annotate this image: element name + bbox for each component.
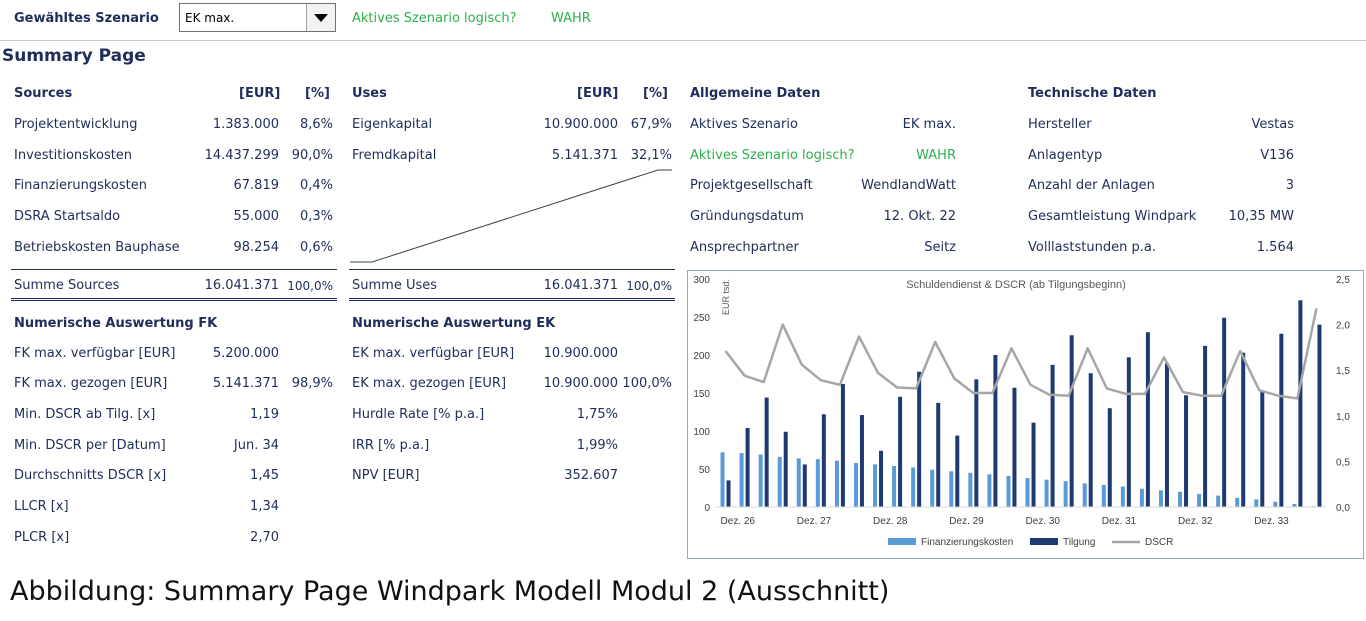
y-tick-label: 200 [693, 351, 710, 362]
bar-finanzierungskosten [968, 473, 972, 507]
bar-tilgung [1051, 365, 1055, 507]
bar-tilgung [860, 415, 864, 507]
uses-row-eur: 5.141.371 [551, 148, 618, 163]
bar-tilgung [1203, 346, 1207, 507]
bar-tilgung [917, 372, 921, 507]
bar-tilgung [727, 480, 731, 507]
bar-finanzierungskosten [987, 474, 991, 507]
technisch-row-label: Anlagentyp [1028, 148, 1103, 163]
technisch-row-value: 10,35 MW [1228, 209, 1294, 224]
logic-value: WAHR [551, 11, 591, 26]
x-tick-label: Dez. 29 [949, 516, 984, 527]
sources-row-label: Betriebskosten Bauphase [14, 240, 180, 255]
allgemein-title: Allgemeine Daten [690, 86, 821, 101]
bar-finanzierungskosten [1178, 492, 1182, 507]
y2-tick-label: 0,0 [1336, 503, 1350, 514]
bar-finanzierungskosten [816, 459, 820, 507]
ek-row-value: 10.900.000 [543, 346, 618, 361]
figure-caption: Abbildung: Summary Page Windpark Modell Modul 2 (Ausschnitt) [10, 576, 890, 607]
fk-row-value: Jun. 34 [233, 438, 279, 453]
allgemein-row-value: WAHR [916, 148, 956, 163]
allgemein-row-value: EK max. [902, 117, 956, 132]
allgemein-row-label: Aktives Szenario logisch? [690, 148, 855, 163]
fk-row-value: 5.141.371 [212, 376, 279, 391]
bar-finanzierungskosten [778, 457, 782, 507]
y-tick-label: 0 [704, 503, 710, 514]
scenario-select-value: EK max. [185, 11, 235, 25]
sources-row-label: Projektentwicklung [14, 117, 138, 132]
uses-total-rule [349, 269, 675, 270]
fk-row-label: Min. DSCR per [Datum] [14, 438, 166, 453]
scenario-select[interactable] [179, 3, 336, 32]
uses-row-label: Eigenkapital [352, 117, 433, 132]
sources-row-eur: 98.254 [233, 240, 279, 255]
bar-tilgung [1108, 408, 1112, 507]
y2-tick-label: 2,5 [1336, 275, 1350, 286]
ek-row-value: 10.900.000 [543, 376, 618, 391]
technisch-row-value: V136 [1260, 148, 1294, 163]
y-tick-label: 150 [693, 389, 710, 400]
sources-row-label: Finanzierungskosten [14, 178, 147, 193]
legend-label: Finanzierungskosten [921, 537, 1014, 548]
uses-total-pct: 100,0% [626, 279, 672, 293]
allgemein-row-label: Aktives Szenario [690, 117, 798, 132]
bar-finanzierungskosten [1140, 489, 1144, 507]
legend-swatch [888, 538, 916, 545]
bar-tilgung [1165, 363, 1169, 507]
bar-tilgung [1070, 335, 1074, 507]
technisch-row-label: Volllaststunden p.a. [1028, 240, 1156, 255]
uses-col-eur: [EUR] [577, 86, 619, 101]
bar-finanzierungskosten [1121, 486, 1125, 507]
chart-ylabel: EUR tsd. [721, 278, 731, 315]
allgemein-row-label: Gründungsdatum [690, 209, 804, 224]
bar-finanzierungskosten [911, 467, 915, 507]
technisch-row-value: 1.564 [1256, 240, 1294, 255]
sources-total-eur: 16.041.371 [204, 278, 279, 293]
uses-total-eur: 16.041.371 [543, 278, 618, 293]
bar-finanzierungskosten [1197, 494, 1201, 507]
sources-col-eur: [EUR] [239, 86, 281, 101]
top-divider [0, 40, 1366, 41]
bar-finanzierungskosten [1064, 481, 1068, 507]
sources-row-pct: 0,4% [299, 178, 333, 193]
chart-canvas [688, 271, 1363, 558]
ek-title: Numerische Auswertung EK [352, 316, 556, 331]
allgemein-row-value: 12. Okt. 22 [883, 209, 956, 224]
bar-tilgung [1127, 357, 1131, 507]
technisch-row-label: Anzahl der Anlagen [1028, 178, 1155, 193]
y2-tick-label: 0,5 [1336, 457, 1350, 469]
bar-tilgung [936, 403, 940, 507]
uses-diagonal-line [340, 160, 680, 270]
sources-total-label: Summe Sources [14, 278, 120, 293]
uses-col-pct: [%] [643, 86, 668, 101]
x-tick-label: Dez. 31 [1101, 516, 1137, 527]
y-tick-label: 50 [698, 465, 710, 476]
ek-row-value: 352.607 [564, 468, 618, 483]
bar-tilgung [1222, 318, 1226, 507]
bar-tilgung [1260, 391, 1264, 507]
bar-finanzierungskosten [892, 466, 896, 507]
page-title: Summary Page [2, 46, 146, 66]
uses-title: Uses [352, 86, 387, 101]
legend-label: DSCR [1145, 537, 1174, 548]
ek-row-label: NPV [EUR] [352, 468, 420, 483]
bar-tilgung [822, 414, 826, 507]
fk-row-pct: 98,9% [291, 376, 333, 391]
uses-row-label: Fremdkapital [352, 148, 437, 163]
bar-tilgung [746, 428, 750, 507]
uses-row-eur: 10.900.000 [543, 117, 618, 132]
x-tick-label: Dez. 26 [720, 516, 755, 527]
chevron-down-icon[interactable] [306, 4, 335, 31]
bar-tilgung [955, 436, 959, 507]
sources-row-eur: 14.437.299 [204, 148, 279, 163]
sources-row-pct: 0,3% [299, 209, 333, 224]
fk-title: Numerische Auswertung FK [14, 316, 218, 331]
sources-col-pct: [%] [305, 86, 330, 101]
bar-tilgung [879, 451, 883, 507]
bar-finanzierungskosten [873, 464, 877, 507]
legend-label: Tilgung [1063, 537, 1096, 548]
fk-row-label: FK max. gezogen [EUR] [14, 376, 168, 391]
ek-row-label: Hurdle Rate [% p.a.] [352, 407, 485, 422]
legend-swatch [1030, 538, 1058, 545]
bar-tilgung [898, 397, 902, 507]
bar-tilgung [974, 379, 978, 507]
fk-row-label: Durchschnitts DSCR [x] [14, 468, 167, 483]
sources-row-pct: 8,6% [299, 117, 333, 132]
sources-row-eur: 67.819 [233, 178, 279, 193]
fk-row-value: 1,34 [250, 499, 279, 514]
bar-tilgung [1146, 332, 1150, 507]
bar-tilgung [1241, 353, 1245, 507]
bar-tilgung [1089, 373, 1093, 507]
bar-tilgung [841, 384, 845, 507]
ek-row-label: EK max. verfügbar [EUR] [352, 346, 515, 361]
bar-finanzierungskosten [1026, 478, 1030, 507]
sources-total-rule [11, 269, 337, 270]
ek-row-value: 1,99% [576, 438, 618, 453]
x-tick-label: Dez. 27 [796, 516, 832, 527]
bar-tilgung [1298, 300, 1302, 507]
bar-tilgung [993, 355, 997, 507]
bar-finanzierungskosten [835, 461, 839, 507]
y2-tick-label: 1,0 [1336, 411, 1350, 423]
bar-tilgung [784, 432, 788, 507]
bar-tilgung [1317, 325, 1321, 507]
bar-finanzierungskosten [740, 453, 744, 507]
x-tick-label: Dez. 33 [1254, 516, 1289, 527]
bar-finanzierungskosten [1045, 480, 1049, 507]
bar-finanzierungskosten [1273, 502, 1277, 507]
fk-row-label: Min. DSCR ab Tilg. [x] [14, 407, 156, 422]
uses-total-label: Summe Uses [352, 278, 438, 293]
bar-finanzierungskosten [1102, 485, 1106, 507]
allgemein-row-label: Projektgesellschaft [690, 178, 813, 193]
sources-row-eur: 1.383.000 [212, 117, 279, 132]
bar-tilgung [1012, 388, 1016, 507]
uses-total-double-rule [349, 298, 675, 301]
technisch-row-value: Vestas [1251, 117, 1294, 132]
logic-label: Aktives Szenario logisch? [352, 11, 517, 26]
sources-total-pct: 100,0% [287, 279, 333, 293]
bar-tilgung [1279, 334, 1283, 507]
sources-row-label: Investitionskosten [14, 148, 133, 163]
ek-row-value: 1,75% [576, 407, 618, 422]
fk-row-label: LLCR [x] [14, 499, 69, 514]
sources-row-eur: 55.000 [233, 209, 279, 224]
uses-row-pct: 67,9% [630, 117, 672, 132]
chart-title: Schuldendienst & DSCR (ab Tilgungsbeginn) [906, 279, 1126, 291]
bar-finanzierungskosten [930, 470, 934, 507]
technisch-row-value: 3 [1285, 178, 1294, 193]
bar-finanzierungskosten [1006, 476, 1010, 507]
bar-finanzierungskosten [1254, 499, 1258, 507]
technisch-row-label: Hersteller [1028, 117, 1092, 132]
dscr-line [726, 308, 1317, 398]
sources-row-pct: 0,6% [299, 240, 333, 255]
allgemein-row-value: Seitz [924, 240, 956, 255]
x-tick-label: Dez. 32 [1178, 516, 1213, 527]
y-tick-label: 250 [693, 313, 710, 324]
x-tick-label: Dez. 30 [1025, 516, 1060, 527]
bar-finanzierungskosten [949, 471, 953, 507]
bar-finanzierungskosten [1083, 483, 1087, 507]
uses-row-pct: 32,1% [630, 148, 672, 163]
fk-row-label: PLCR [x] [14, 530, 70, 545]
bar-finanzierungskosten [797, 458, 801, 507]
ek-row-label: EK max. gezogen [EUR] [352, 376, 507, 391]
sources-title: Sources [14, 86, 73, 101]
technisch-row-label: Gesamtleistung Windpark [1028, 209, 1197, 224]
bar-finanzierungskosten [1159, 490, 1163, 507]
allgemein-row-label: Ansprechpartner [690, 240, 799, 255]
bar-tilgung [1032, 423, 1036, 507]
bar-finanzierungskosten [854, 463, 858, 507]
scenario-label: Gewähltes Szenario [14, 11, 159, 26]
fk-row-label: FK max. verfügbar [EUR] [14, 346, 176, 361]
y2-tick-label: 1,5 [1336, 366, 1350, 378]
allgemein-row-value: WendlandWatt [861, 178, 956, 193]
y-tick-label: 300 [693, 275, 710, 286]
sources-row-label: DSRA Startsaldo [14, 209, 121, 224]
bar-tilgung [765, 398, 769, 507]
bar-finanzierungskosten [1235, 498, 1239, 507]
dscr-chart [687, 270, 1364, 559]
ek-row-label: IRR [% p.a.] [352, 438, 430, 453]
ek-row-pct: 100,0% [622, 376, 672, 391]
fk-row-value: 5.200.000 [212, 346, 279, 361]
bar-finanzierungskosten [759, 455, 763, 507]
sources-row-pct: 90,0% [291, 148, 333, 163]
sources-total-double-rule [11, 298, 337, 301]
fk-row-value: 1,45 [250, 468, 279, 483]
technisch-title: Technische Daten [1028, 86, 1157, 101]
y2-tick-label: 2,0 [1336, 320, 1350, 332]
fk-row-value: 1,19 [250, 407, 279, 422]
bar-tilgung [803, 464, 807, 507]
bar-finanzierungskosten [721, 452, 725, 507]
bar-finanzierungskosten [1216, 496, 1220, 507]
y-tick-label: 100 [693, 427, 710, 438]
fk-row-value: 2,70 [250, 530, 279, 545]
x-tick-label: Dez. 28 [873, 516, 908, 527]
bar-tilgung [1184, 395, 1188, 507]
